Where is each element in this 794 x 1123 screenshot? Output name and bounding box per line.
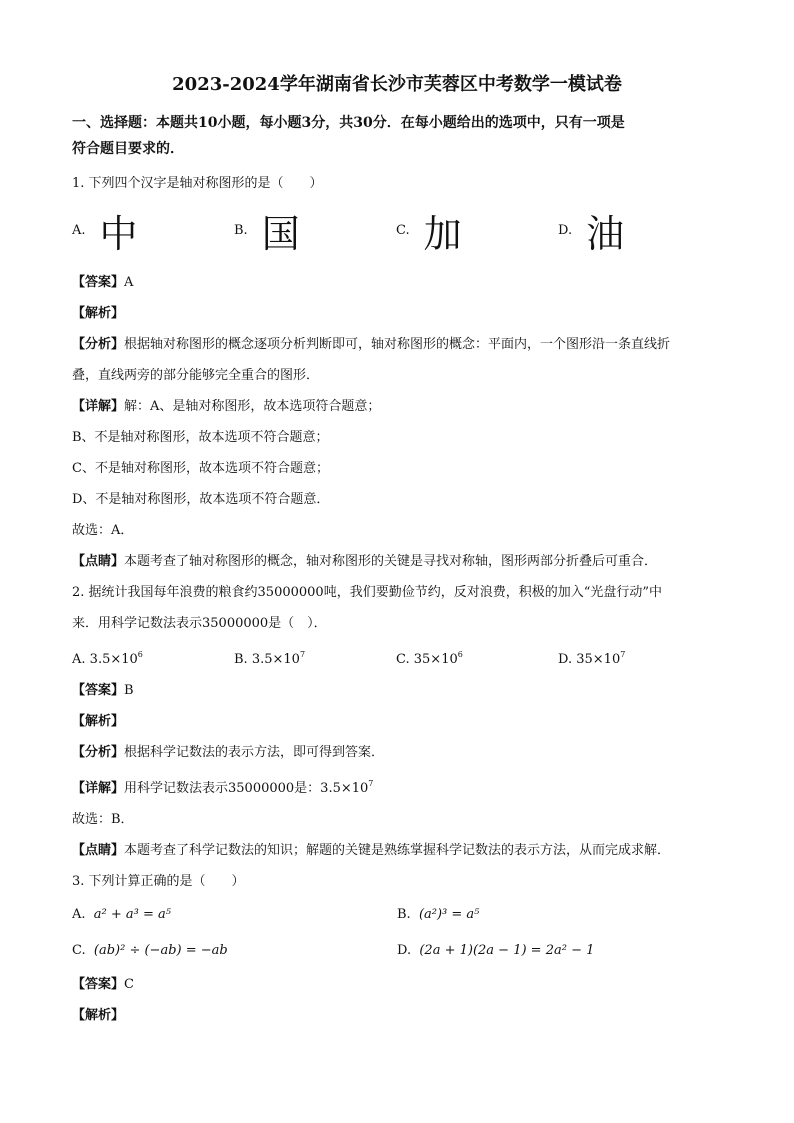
detail-line: 【详解】解：A、是轴对称图形，故本选项符合题意； (72, 399, 381, 414)
fenxi-line-cont: 叠，直线两旁的部分能够完全重合的图形． (72, 368, 320, 383)
option-a: A. 中 (72, 203, 234, 258)
answer-line: 【答案】A (72, 275, 134, 290)
detail-line-b: B、不是轴对称图形，故本选项不符合题意； (72, 430, 329, 445)
answer-line: 【答案】C (72, 977, 134, 992)
fenxi-line: 【分析】根据轴对称图形的概念逐项分析判断即可，轴对称图形的概念：平面内，一个图形沿一条直线折 (72, 337, 671, 352)
option-c: C. 加 (396, 203, 558, 258)
exam-page (72, 64, 722, 1031)
question-1: 1. 下列四个汉字是轴对称图形的是（ ） (72, 176, 323, 191)
option-b: B. 国 (234, 203, 396, 258)
analysis-heading: 【解析】 (72, 306, 125, 321)
detail-line-d: D、不是轴对称图形，故本选项不符合题意． (72, 492, 330, 507)
option-b-char: 国 (261, 211, 300, 256)
option-b: B. (a²)³ = a⁵ (397, 907, 480, 922)
choose-line: 故选：A． (72, 523, 134, 538)
question-3-options-row-2 (72, 933, 722, 969)
option-d: D. 油 (558, 203, 624, 258)
option-d: D. $35\times 10^7$ (558, 650, 626, 667)
option-c-char: 加 (423, 211, 462, 256)
option-a: A. $3.5\times 10^6$ (72, 650, 143, 667)
option-a: A. a² + a³ = a⁵ (72, 907, 171, 922)
page-title: 2023-2024学年湖南省长沙市芙蓉区中考数学一模试卷 (172, 74, 622, 95)
choose-line: 故选：B． (72, 812, 134, 827)
comment-line: 【点睛】本题考查了科学记数法的知识；解题的关键是熟练掌握科学记数法的表示方法，从而完成求解． (72, 843, 671, 858)
analysis-heading: 【解析】 (72, 714, 125, 729)
option-b: B. $3.5\times 10^7$ (234, 650, 306, 667)
question-2-cont: 来．用科学记数法表示35000000是（ ）． (72, 616, 327, 631)
option-c: C. $35\times 10^6$ (396, 650, 463, 667)
question-3-options-row-1 (72, 897, 722, 933)
question-2-options (72, 639, 722, 675)
option-d-char: 油 (586, 211, 625, 256)
fenxi-line: 【分析】根据科学记数法的表示方法，即可得到答案． (72, 745, 385, 760)
detail-line-c: C、不是轴对称图形，故本选项不符合题意； (72, 461, 329, 476)
analysis-heading: 【解析】 (72, 1008, 125, 1023)
section-header: 一、选择题：本题共10小题，每小题3分，共30分．在每小题给出的选项中，只有一项是 符合题目要求的． (72, 115, 625, 157)
comment-line: 【点睛】本题考查了轴对称图形的概念，轴对称图形的关键是寻找对称轴，图形两部分折叠后可重合． (72, 554, 658, 569)
option-c: C. (ab)² ÷ (−ab) = −ab (72, 943, 228, 958)
question-3: 3. 下列计算正确的是（ ） (72, 874, 245, 889)
option-a-char: 中 (99, 211, 138, 256)
answer-line: 【答案】B (72, 683, 134, 698)
question-1-options (72, 199, 722, 261)
option-d: D. (2a + 1)(2a − 1) = 2a² − 1 (397, 943, 595, 958)
detail-line: 【详解】用科学记数法表示35000000是：$3.5\times 10^7$ (72, 779, 374, 796)
question-2: 2. 据统计我国每年浪费的粮食约35000000吨，我们要勤俭节约，反对浪费，积极的加入“光盘行动”中 (72, 585, 662, 600)
